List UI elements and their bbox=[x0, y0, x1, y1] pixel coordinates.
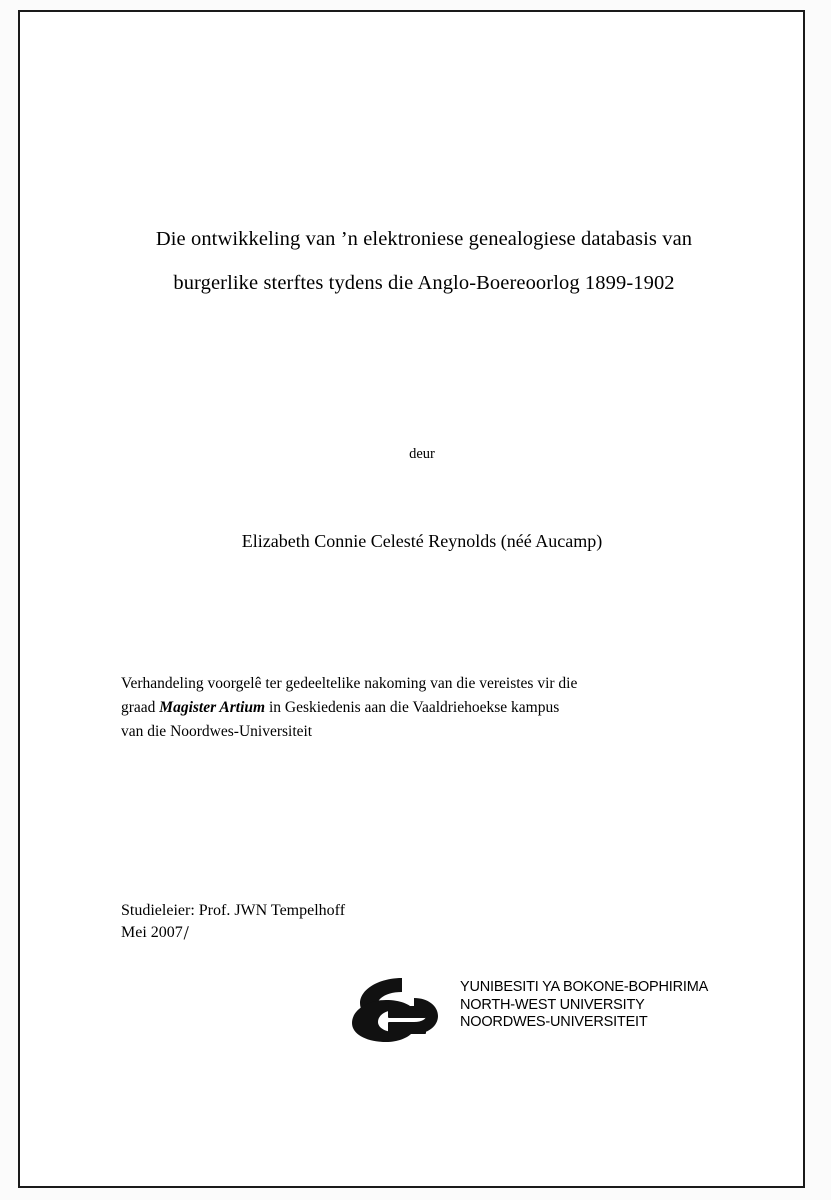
statement-line-1: Verhandeling voorgelê ter gedeeltelike nakoming van die vereistes vir die bbox=[121, 675, 578, 692]
title-page-content bbox=[102, 12, 742, 1186]
university-logo bbox=[278, 974, 708, 1046]
title-line-2: burgerlike sterftes tydens die Anglo-Boereoorlog 1899-1902 bbox=[173, 272, 675, 294]
page-title bbox=[110, 217, 738, 305]
supervisor-block bbox=[121, 900, 681, 944]
statement-line-2-prefix: graad bbox=[121, 699, 160, 716]
date-line bbox=[121, 922, 183, 944]
degree-name: Magister Artium bbox=[159, 699, 266, 716]
statement-line-3: van die Noordwes-Universiteit bbox=[121, 723, 313, 740]
degree-statement bbox=[121, 672, 711, 744]
north-west-university-logo-mark-icon bbox=[342, 976, 454, 1044]
byline-label: deur bbox=[409, 446, 435, 462]
logo-text-line-1: YUNIBESITI YA BOKONE-BOPHIRIMA bbox=[460, 979, 709, 995]
logo-text-line-3: NOORDWES-UNIVERSITEIT bbox=[460, 1014, 648, 1030]
date-text: Mei 2007 bbox=[121, 924, 183, 941]
university-logo-text bbox=[460, 979, 708, 1032]
statement-line-2 bbox=[121, 696, 711, 720]
statement-line-2-suffix: in Geskiedenis aan die Vaaldriehoekse kampus bbox=[265, 699, 560, 716]
author-name: Elizabeth Connie Celesté Reynolds (néé Aucamp) bbox=[241, 531, 603, 551]
supervisor-line: Studieleier: Prof. JWN Tempelhoff bbox=[121, 902, 346, 919]
page-border bbox=[18, 10, 805, 1188]
logo-text-line-2: NORTH-WEST UNIVERSITY bbox=[460, 996, 645, 1013]
title-line-1: Die ontwikkeling van ’n elektroniese genealogiese databasis van bbox=[155, 228, 693, 250]
